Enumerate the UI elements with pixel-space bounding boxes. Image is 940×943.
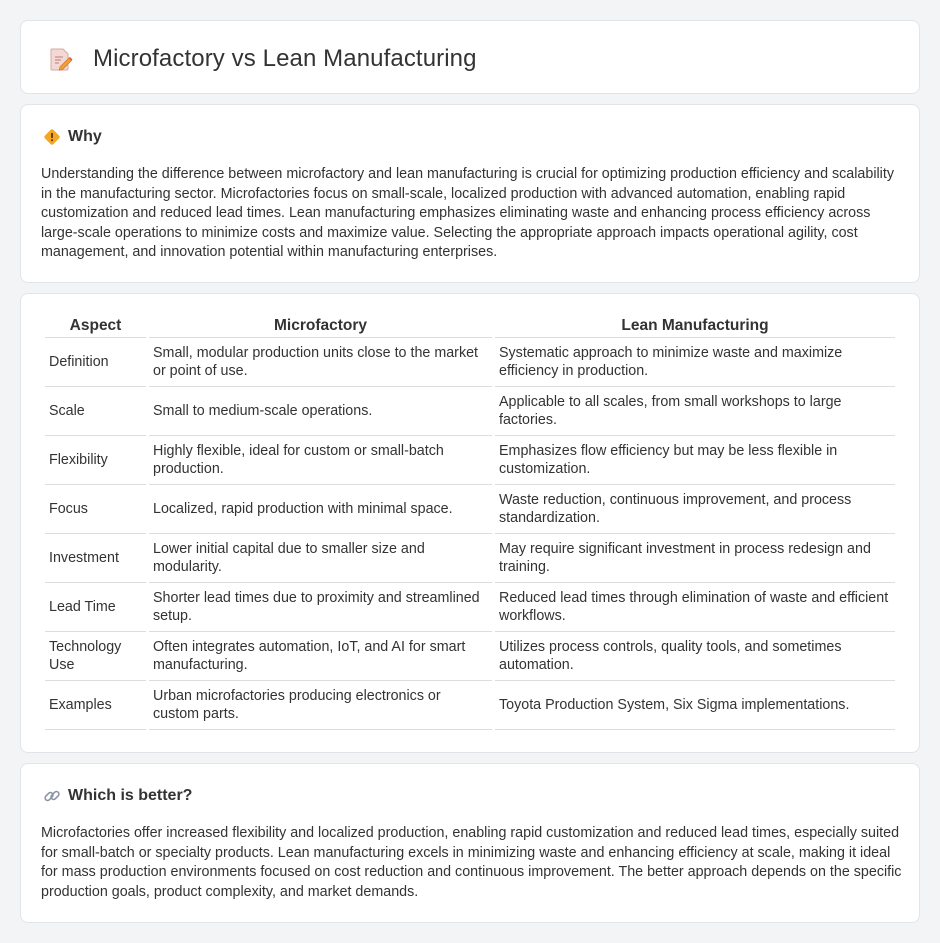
table-row xyxy=(45,387,895,436)
microfactory-cell: Urban microfactories producing electronics or custom parts. xyxy=(149,681,492,730)
aspect-cell: Examples xyxy=(45,681,146,730)
why-heading: Why xyxy=(68,128,102,145)
which-is-better-card xyxy=(20,763,920,923)
why-heading-row xyxy=(43,128,102,146)
table-row xyxy=(45,436,895,485)
microfactory-cell: Often integrates automation, IoT, and AI for smart manufacturing. xyxy=(149,632,492,681)
microfactory-cell: Highly flexible, ideal for custom or small-batch production. xyxy=(149,436,492,485)
microfactory-cell: Small to medium-scale operations. xyxy=(149,387,492,436)
microfactory-cell: Localized, rapid production with minimal space. xyxy=(149,485,492,534)
lean-cell: Toyota Production System, Six Sigma implementations. xyxy=(495,681,895,730)
aspect-cell: Investment xyxy=(45,534,146,583)
title-row xyxy=(47,45,477,73)
diamond-warning-icon xyxy=(43,128,61,146)
better-text: Microfactories offer increased flexibility and localized production, enabling rapid customization and reduced lead times, especially suited for small-batch or specialty products. Lean manufacturing excels in minimizing waste and enhancing efficiency at scale, making it ideal for mass production environments focused on cost reduction and continuous improvement. The better approach depends on the specific production goals, product complexity, and market demands. xyxy=(41,825,902,900)
table-row xyxy=(45,681,895,730)
lean-cell: Emphasizes flow efficiency but may be less flexible in customization. xyxy=(495,436,895,485)
aspect-cell: Focus xyxy=(45,485,146,534)
table-header-row xyxy=(45,316,895,338)
page-title: Microfactory vs Lean Manufacturing xyxy=(93,45,477,72)
table-row xyxy=(45,632,895,681)
microfactory-cell: Shorter lead times due to proximity and streamlined setup. xyxy=(149,583,492,632)
column-header-microfactory: Microfactory xyxy=(149,316,492,338)
aspect-cell: Technology Use xyxy=(45,632,146,681)
why-card xyxy=(20,104,920,283)
column-header-lean: Lean Manufacturing xyxy=(495,316,895,338)
better-heading-row xyxy=(43,787,192,805)
table-row xyxy=(45,485,895,534)
table-row xyxy=(45,583,895,632)
lean-cell: Applicable to all scales, from small workshops to large factories. xyxy=(495,387,895,436)
table-row xyxy=(45,338,895,387)
lean-cell: May require significant investment in process redesign and training. xyxy=(495,534,895,583)
lean-cell: Utilizes process controls, quality tools, and sometimes automation. xyxy=(495,632,895,681)
microfactory-cell: Small, modular production units close to the market or point of use. xyxy=(149,338,492,387)
aspect-cell: Flexibility xyxy=(45,436,146,485)
title-card xyxy=(20,20,920,94)
comparison-table xyxy=(42,316,898,730)
table-row xyxy=(45,534,895,583)
lean-cell: Reduced lead times through elimination of waste and efficient workflows. xyxy=(495,583,895,632)
column-header-aspect: Aspect xyxy=(45,316,146,338)
better-heading: Which is better? xyxy=(68,787,193,804)
lean-cell: Systematic approach to minimize waste and maximize efficiency in production. xyxy=(495,338,895,387)
comparison-card xyxy=(20,293,920,753)
why-text: Understanding the difference between microfactory and lean manufacturing is crucial for optimizing production efficiency and scalability in the manufacturing sector. Microfactories focus on small-scale, localized production with advanced automation, enabling rapid customization and reduced lead times. Lean manufacturing emphasizes eliminating waste and enhancing process efficiency across large-scale operations to minimize costs and maximize value. Selecting the appropriate approach impacts operational agility, cost management, and innovation potential within manufacturing enterprises. xyxy=(41,166,894,261)
link-icon xyxy=(43,787,61,805)
aspect-cell: Lead Time xyxy=(45,583,146,632)
aspect-cell: Definition xyxy=(45,338,146,387)
aspect-cell: Scale xyxy=(45,387,146,436)
microfactory-cell: Lower initial capital due to smaller size and modularity. xyxy=(149,534,492,583)
document-pencil-icon xyxy=(47,46,73,72)
lean-cell: Waste reduction, continuous improvement, and process standardization. xyxy=(495,485,895,534)
